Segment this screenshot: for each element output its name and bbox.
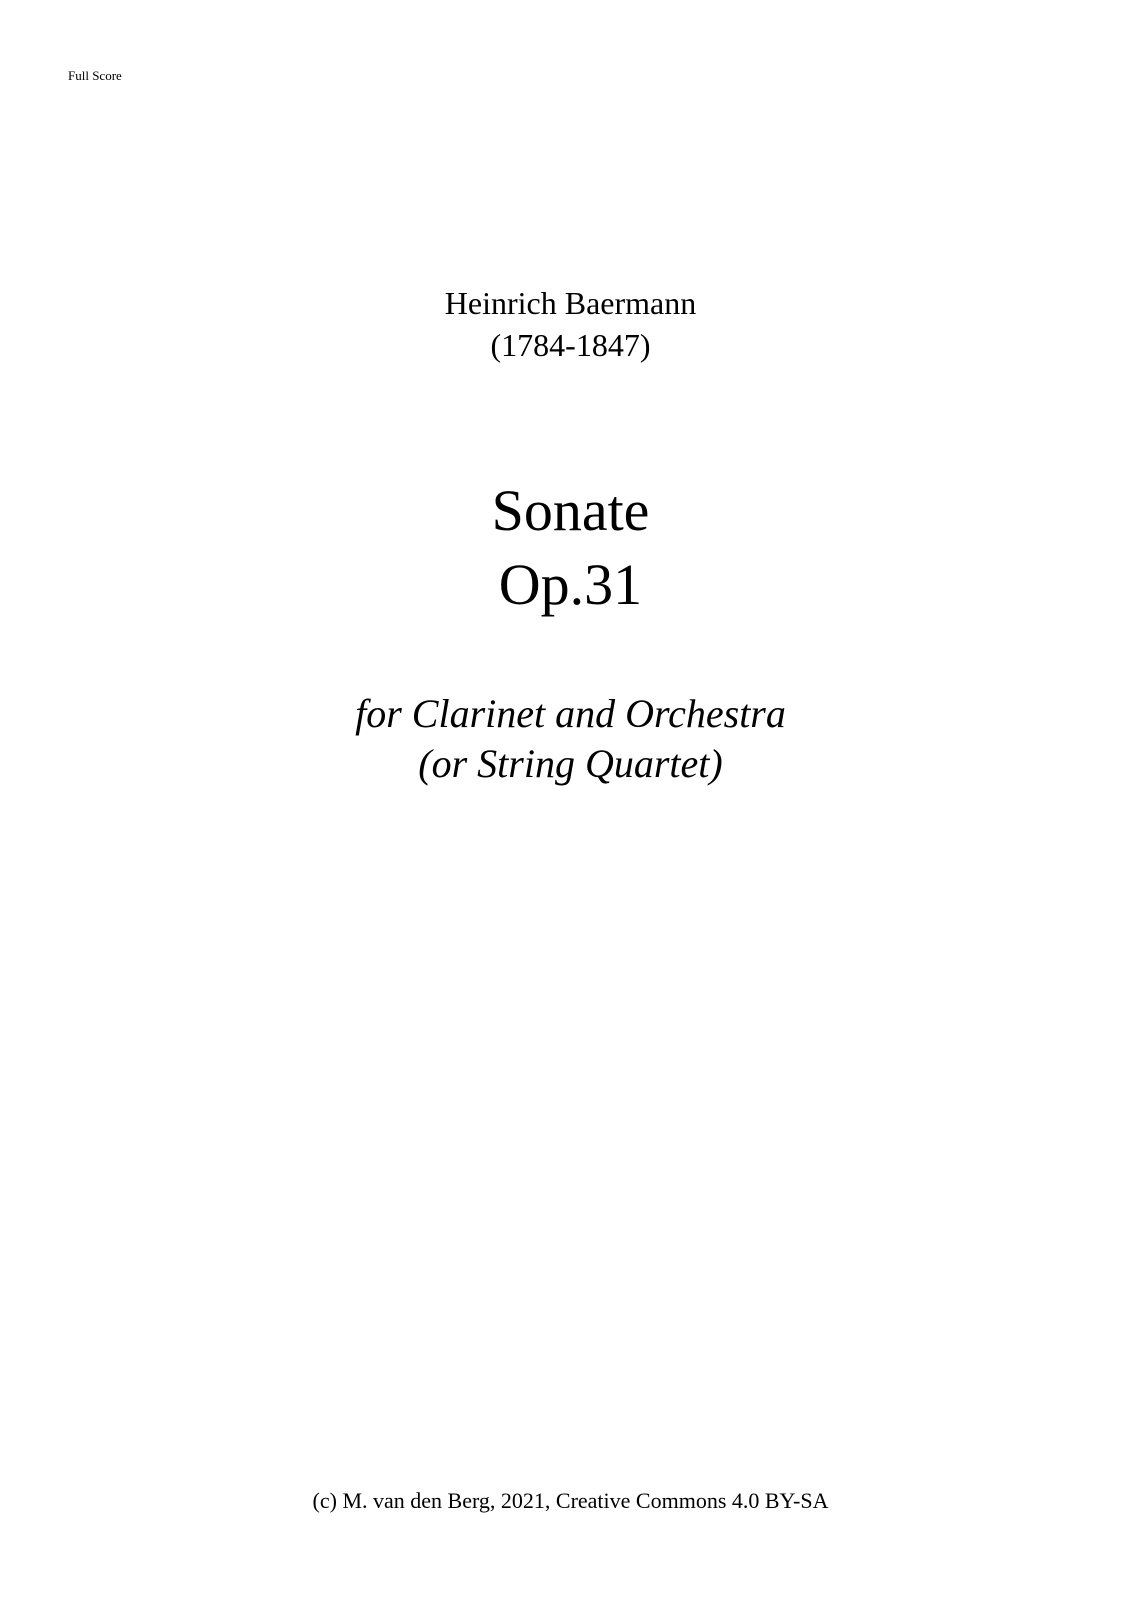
instrumentation-line-2: (or String Quartet) <box>418 741 723 786</box>
composer-dates: (1784-1847) <box>490 327 651 363</box>
work-title: Sonate <box>491 478 650 543</box>
opus-number: Op.31 <box>498 552 643 617</box>
instrumentation-line-1: for Clarinet and Orchestra <box>355 691 786 736</box>
copyright-notice: (c) M. van den Berg, 2021, Creative Commons 4.0 BY-SA <box>312 1488 829 1513</box>
composer-name: Heinrich Baermann <box>444 285 697 321</box>
score-type-label: Full Score <box>68 68 122 83</box>
